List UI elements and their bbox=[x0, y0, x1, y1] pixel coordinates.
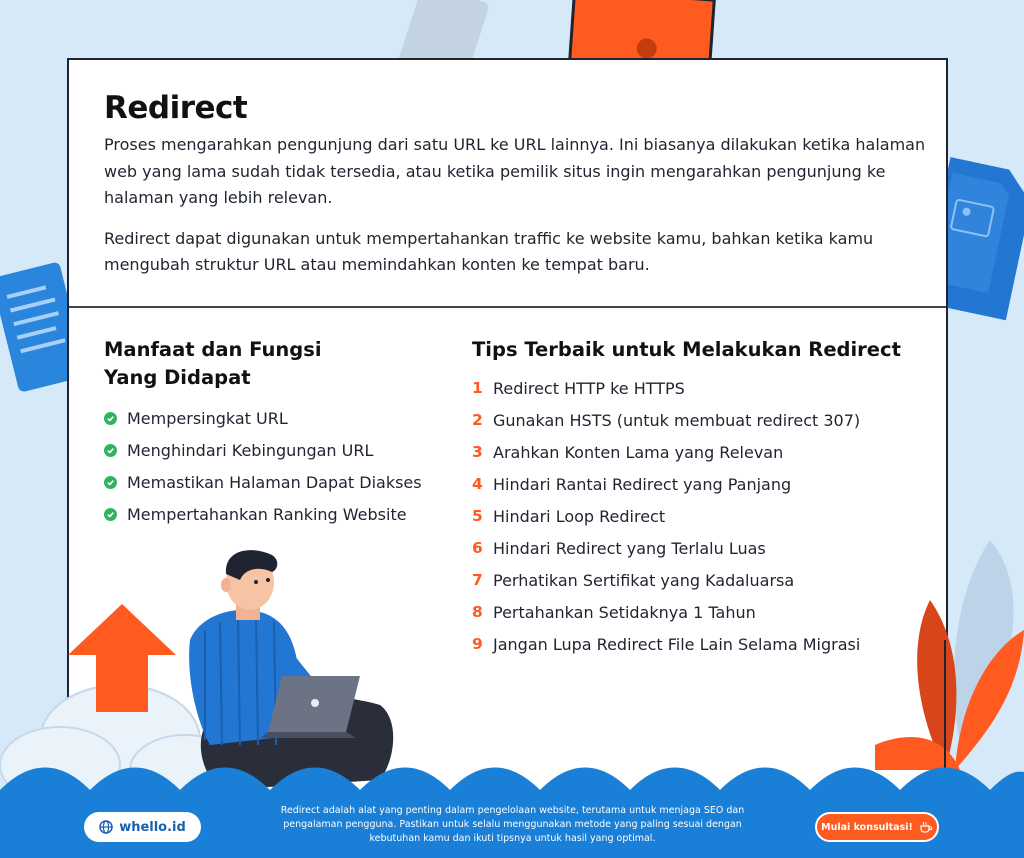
globe-icon bbox=[99, 820, 113, 834]
brand-link[interactable] bbox=[84, 812, 201, 842]
tip-number: 2 bbox=[472, 411, 483, 429]
tip-number: 3 bbox=[472, 443, 483, 461]
tip-label: Hindari Rantai Redirect yang Panjang bbox=[493, 474, 792, 494]
tip-label: Hindari Loop Redirect bbox=[493, 506, 666, 526]
benefits-heading-line2: Yang Didapat bbox=[104, 366, 251, 389]
tip-label: Redirect HTTP ke HTTPS bbox=[493, 378, 685, 398]
benefits-heading-line1: Manfaat dan Fungsi bbox=[104, 338, 322, 361]
benefit-label: Menghindari Kebingungan URL bbox=[127, 440, 374, 460]
benefit-label: Memastikan Halaman Dapat Diakses bbox=[127, 472, 422, 492]
tip-label: Arahkan Konten Lama yang Relevan bbox=[493, 442, 784, 462]
cta-label: Mulai konsultasi! bbox=[821, 821, 913, 833]
tip-label: Pertahankan Setidaknya 1 Tahun bbox=[493, 602, 756, 622]
tip-number: 7 bbox=[472, 571, 483, 589]
footer-description: Redirect adalah alat yang penting dalam pengelolaan website, terutama untuk menjaga SEO dan pengalaman pengguna. Pastikan untuk selalu menggunakan metode yang paling sesuai dengan kebutuhan kamu dan ikuti tipsnya untuk hasil yang optimal. bbox=[280, 805, 745, 844]
tip-number: 1 bbox=[472, 379, 483, 397]
tip-label: Perhatikan Sertifikat yang Kadaluarsa bbox=[493, 570, 795, 590]
consultation-button[interactable] bbox=[815, 812, 939, 842]
tip-label: Hindari Redirect yang Terlalu Luas bbox=[493, 538, 766, 558]
benefit-label: Mempersingkat URL bbox=[127, 408, 288, 428]
intro-paragraph-1: Proses mengarahkan pengunjung dari satu URL ke URL lainnya. Ini biasanya dilakukan ketika halaman web yang lama sudah tidak tersedia, atau ketika pemilik situs ingin mengarahkan pengunjung ke halaman yang lebih relevan. bbox=[104, 135, 926, 207]
intro-paragraph-2: Redirect dapat digunakan untuk mempertahankan traffic ke website kamu, bahkan ketika kamu mengubah struktur URL atau memindahkan konten ke tempat baru. bbox=[104, 228, 874, 274]
coffee-cup-icon bbox=[919, 820, 933, 834]
benefit-label: Mempertahankan Ranking Website bbox=[127, 504, 407, 524]
tip-number: 5 bbox=[472, 507, 483, 525]
tip-number: 9 bbox=[472, 635, 483, 653]
tip-label: Jangan Lupa Redirect File Lain Selama Migrasi bbox=[493, 634, 861, 654]
plant-decoration bbox=[875, 540, 1024, 770]
brand-label: whello.id bbox=[119, 819, 186, 835]
tip-number: 4 bbox=[472, 475, 483, 493]
tip-number: 6 bbox=[472, 539, 483, 557]
tip-number: 8 bbox=[472, 603, 483, 621]
tip-label: Gunakan HSTS (untuk membuat redirect 307) bbox=[493, 410, 861, 430]
tips-heading: Tips Terbaik untuk Melakukan Redirect bbox=[472, 338, 901, 361]
person-illustration bbox=[189, 550, 393, 790]
page-title: Redirect bbox=[104, 90, 248, 126]
